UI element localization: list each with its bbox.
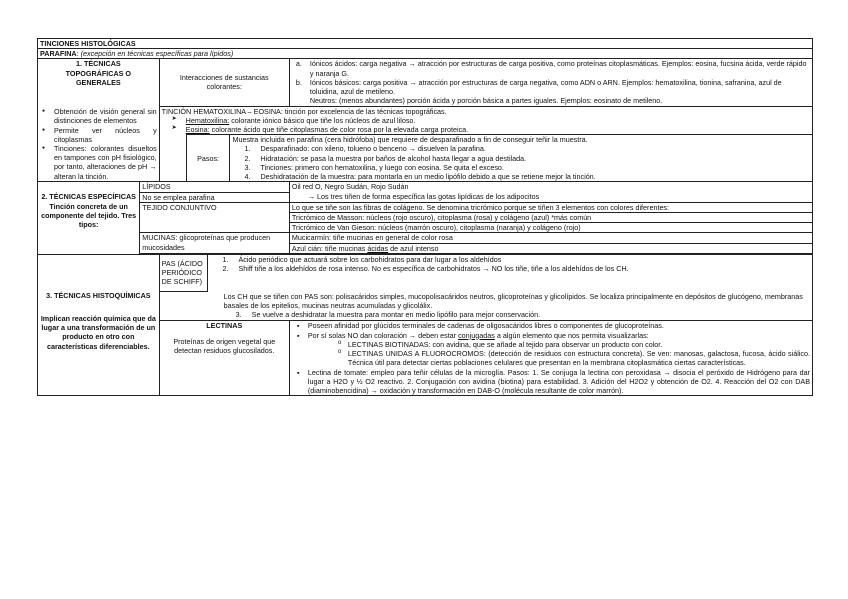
conjuntivo-line: Tricrómico de Masson: núcleos (rojo oscuro), citoplasma (rosa) y colágeno (azul) *más común <box>290 213 812 223</box>
list-item: 1. Ácido periódico que actuará sobre los carbohidratos para dar lugar a los aldehídos <box>222 254 502 264</box>
pasos-intro: Muestra incluida en parafina (cera hidrófoba) que requiere de desparafinado a fin de conseguir teñir la muestra. <box>232 135 588 145</box>
lipidos-content <box>289 182 812 202</box>
conjuntivo-line: Tricrómico de Van Gieson: núcleos (marrón oscuro), citoplasma (naranja) y colágeno (rojo) <box>291 223 581 233</box>
conjuntivo-label: TEJIDO CONJUNTIVO <box>140 202 290 233</box>
parafina-row: PARAFINA: (excepción en técnicas específicas para lípidos) <box>38 49 813 59</box>
lectinas-left <box>159 321 289 396</box>
section3-title: 3. TÉCNICAS HISTOQUÍMICAS <box>46 290 151 300</box>
lectinas-label: LECTINAS <box>206 321 243 331</box>
parafina-label: PARAFINA <box>40 49 77 59</box>
mucinas-line: Azul cián: tiñe mucinas ácidas de azul intenso <box>291 243 439 253</box>
pas-paragraph: Los CH que se tiñen con PAS son: polisacáridos simples, mucopolisacáridos neutros, glicoproteínas y glicolípidos. Se localiza principalmente en depósitos de glucógeno, membranas basales de los epitelios, mucinas neutras acumuladas y glicolálix. <box>223 291 803 311</box>
lectinas-content <box>289 321 812 396</box>
tinciones-table <box>37 38 813 396</box>
section2-row-conjuntivo <box>38 202 813 233</box>
pas-cell <box>159 254 812 321</box>
list-item: 2. Shiff tiñe a los aldehídos de rosa intenso. No es específica de carbohidratos → NO los tiñe, tiñe a los aldehídos de los CH. <box>222 264 629 274</box>
conjuntivo-content <box>289 202 812 233</box>
section2-title: 2. TÉCNICAS ESPECÍFICAS <box>41 192 136 202</box>
lipidos-text: Oil red O, Negro Sudán, Rojo Sudán <box>291 182 409 192</box>
section1-left <box>38 59 160 182</box>
list-item: o LECTINAS UNIDAS A FLUOROCROMOS: (detección de residuos con estructura concreta). Se ven: manosas, galactosa, fucosa, ácido siálico. Técnica útil para detectar ciertas poblaciones celulares que presentan en la membrana citoplasmática ciertas características. <box>308 349 810 367</box>
interacciones-content <box>289 59 812 106</box>
title-row <box>38 39 813 49</box>
lipidos-label: LÍPIDOS <box>140 182 289 192</box>
section3-row-pas <box>38 254 813 321</box>
list-item: ▪ Por sí solas NO dan coloración → deben estar conjugadas a algún elemento que nos permita visualizarlas: o LECTINAS BIOTINADAS: con avidina, que se añade al tejido para observar un producto con color. o LECTINAS UNIDAS A FLUOROCROMOS: (detección de residuos con estructura concreta). Se ven: manosas, galactosa, fucosa, ácido siálico. Técnica útil para detectar ciertas poblaciones celulares que presentan en la membrana citoplasmática ciertas características. <box>292 331 810 368</box>
list-item: 3. Se vuelve a deshidratar la muestra para montar en medio lipófilo para mejor conservación. <box>235 310 541 320</box>
he-items <box>160 116 812 134</box>
list-item: 4. Deshidratación de la muestra: para montarla en un medio lipófilo debido a que se retiene mejor la tinción. <box>244 172 596 182</box>
list-item: ● Tinciones: colorantes disueltos en tampones con pH fisiológico, por tanto, alteraciones de pH → alteran la tinción. <box>40 144 157 181</box>
arrow-icon: ➤ <box>171 115 177 122</box>
list-item: 1. Desparafinado: con xileno, tolueno o benceno → disuelven la parafina. <box>244 144 486 154</box>
document-page <box>37 38 813 396</box>
list-item: ➤ Eosina: colorante ácido que tiñe citoplasmas de color rosa por la elevada carga proteica. <box>171 124 469 134</box>
arrow-icon: ➤ <box>171 124 177 131</box>
lipidos-note: No se emplea parafina <box>142 192 215 202</box>
lipidos-label-cell <box>140 182 290 202</box>
mucinas-content <box>289 233 812 253</box>
section1-bullets <box>40 107 157 181</box>
section3-left <box>38 254 160 395</box>
list-item: ● Permite ver núcleos y citoplasmas <box>40 126 157 144</box>
list-item: ➤ Hematoxilina: colorante iónico básico que tiñe los núcleos de azul liloso. <box>171 115 416 125</box>
pasos-table <box>186 134 812 181</box>
pasos-label: Pasos: <box>186 135 230 182</box>
mucinas-line: Mucicarmín: tiñe mucinas en general de color rosa <box>290 233 812 243</box>
list-item: 3. Tinciones: primero con hematoxilina, y luego con eosina. Se quita el exceso. <box>244 162 504 172</box>
list-item: ▪ Poseen afinidad por glúcidos terminales de cadenas de oligosacáridos libres o componentes de glucoproteínas. <box>292 321 810 330</box>
neutros-text: Neutros: (menos abundantes) porción ácida y porción básica a partes iguales. Ejemplos: eosinato de metileno. <box>309 96 663 106</box>
interacciones-label: Interacciones de sustancias colorantes: <box>159 59 289 106</box>
arrow-icon: → <box>307 191 316 201</box>
page-title: TINCIONES HISTOLÓGICAS <box>38 39 813 49</box>
list-item: ▪ Lectina de tomate: empleo para teñir células de la microglía. Pasos: 1. Se conjuga la lectina con peroxidasa → disocia el peróxido de Hidrógeno para dar lugar a H2O y ½ O2 reactivo. 2. Conjugación con avidina (biotina) para estabilidad. 3. Adición del H2O2 y obtención de O2. 4. Reacción del O2 con DAB (diaminobencidina) → oxidación y transformación en DAB-O (molécula resultante de color marrón). <box>292 368 810 396</box>
section1-title: 1. TÉCNICAS TOPOGRÁFICAS O GENERALES <box>65 59 132 87</box>
section2-desc: Tinción concreta de un componente del tejido. Tres tipos: <box>41 201 137 229</box>
list-item: b. Iónicos básicos: carga positiva → atracción por estructuras de carga negativa, como ADN o ARN. Ejemplos: hematoxilina, tionina, safranina, azul de toluidina, azul de metileno. <box>295 77 782 97</box>
he-cell <box>159 106 812 182</box>
section2-row-lipidos <box>38 182 813 202</box>
list-item: ● Obtención de visión general sin distinciones de elementos <box>40 107 157 125</box>
section3-desc: Implican reacción química que da lugar a una transformación de un producto en otro con características diferenciables. <box>40 314 156 351</box>
section2-left <box>38 182 140 255</box>
he-title: TINCIÓN HEMATOXILINA – EOSINA: tinción por excelencia de las técnicas topográficas. <box>161 106 447 116</box>
pasos-content <box>230 135 812 182</box>
list-item: o LECTINAS BIOTINADAS: con avidina, que se añade al tejido para observar un producto con color. <box>308 340 810 349</box>
conjuntivo-line: Lo que se tiñe son las fibras de colágeno. Se denomina tricrómico porque se tiñen 3 elementos con colores diferentes: <box>290 203 812 213</box>
parafina-note: (excepción en técnicas específicas para lípidos) <box>80 49 234 59</box>
mucinas-label: MUCINAS: glicoproteínas que producen mucosidades <box>140 233 290 253</box>
list-item: a. Iónicos ácidos: carga negativa → atracción por estructuras de carga positiva, como proteínas citoplasmáticas. Ejemplos: eosina, fucsina ácida, verde rápido y naranja G. <box>295 59 807 78</box>
section1-row-a <box>38 59 813 106</box>
list-item: 2. Hidratación: se pasa la muestra por baños de alcohol hasta llegar a agua destilada. <box>244 153 527 163</box>
lipidos-arrow-text: Los tres tiñen de forma específica las gotas lipídicas de los adipocitos <box>317 191 540 201</box>
pas-label: PAS (ÁCIDO PERIÓDICO DE SCHIFF) <box>160 255 208 292</box>
lectinas-desc: Proteínas de origen vegetal que detectan residuos glucosilados. <box>173 336 276 355</box>
section2-row-mucinas <box>38 233 813 253</box>
